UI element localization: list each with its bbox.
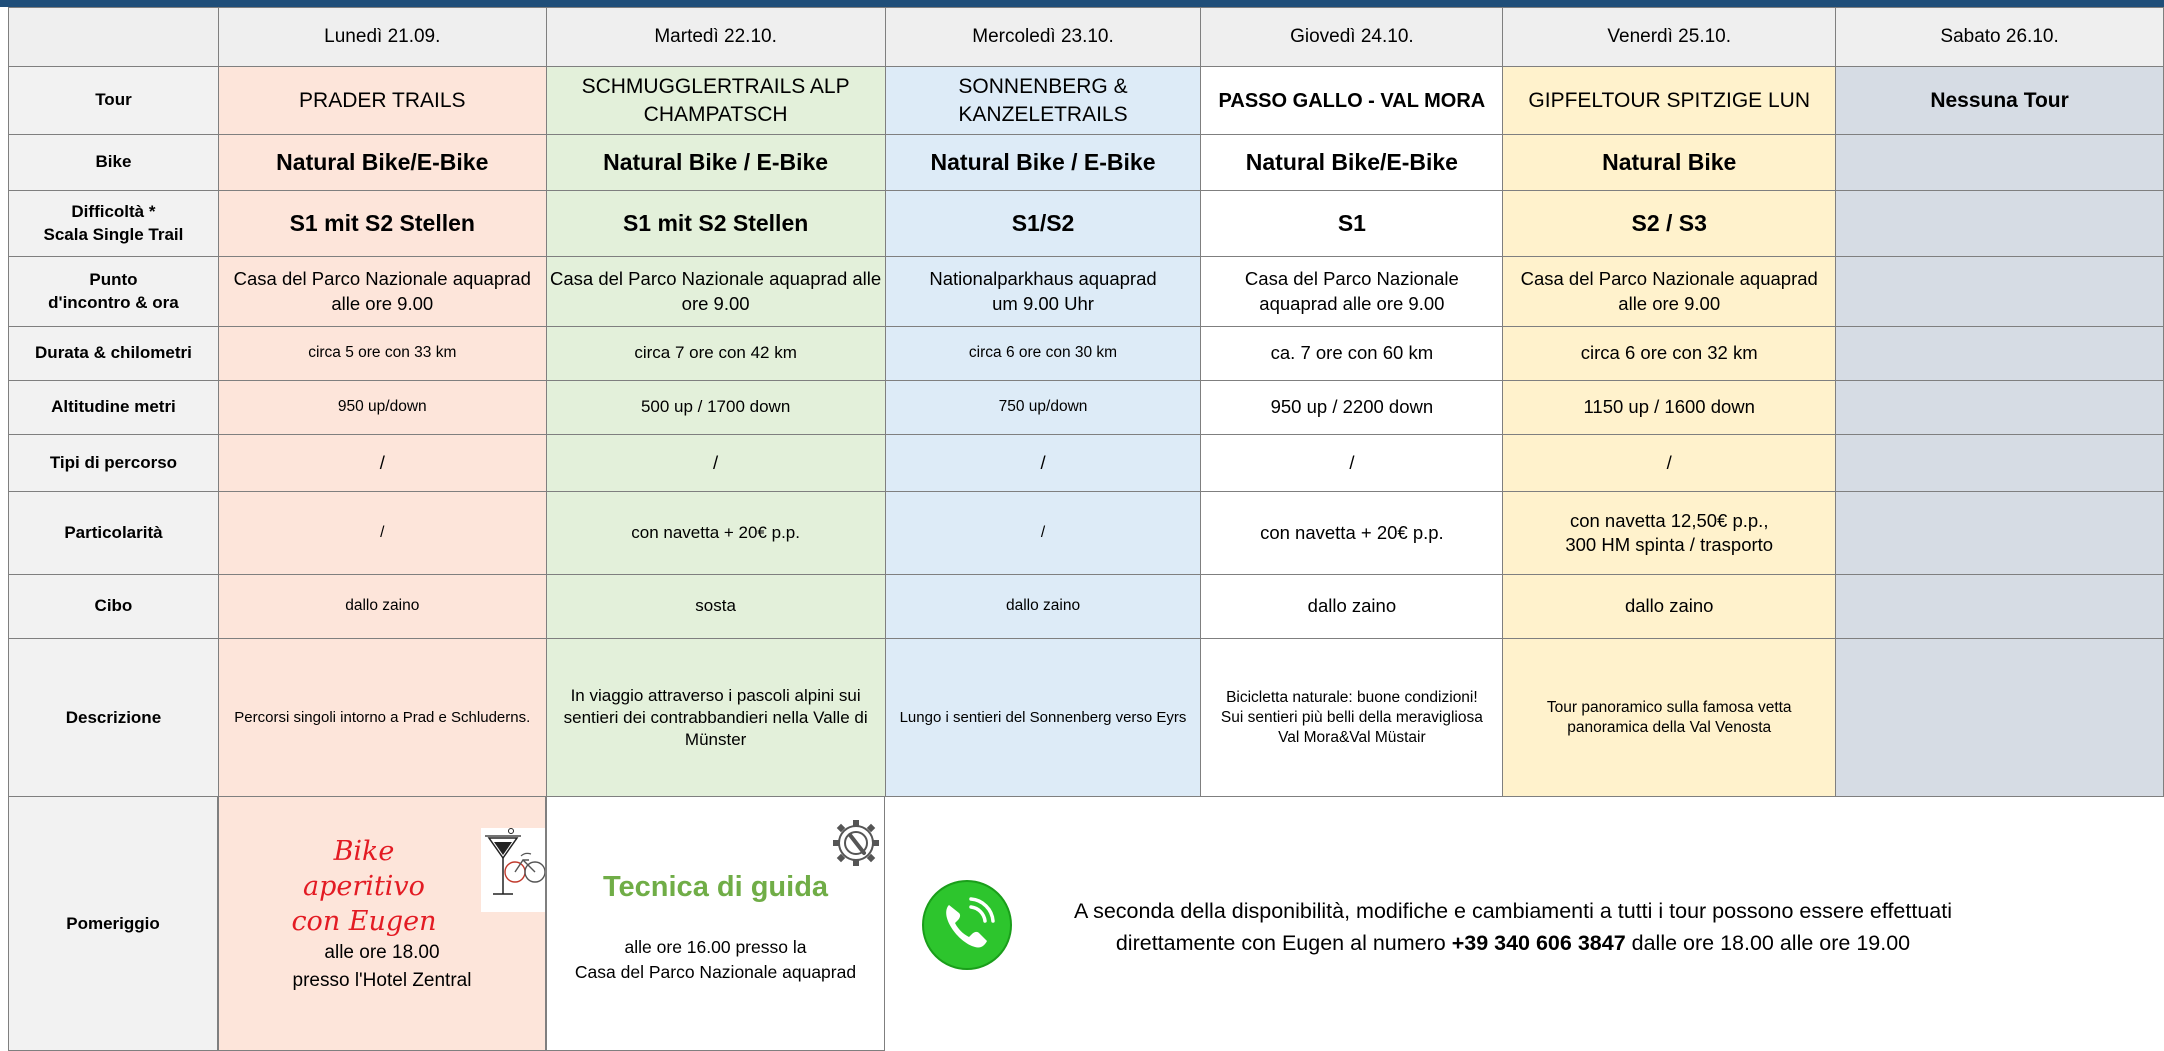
meeting-cell: Casa del Parco Nazionale aquaprad alle ore 9.00 <box>1503 257 1836 327</box>
technique-title: Tecnica di guida <box>602 871 829 903</box>
aperitivo-info <box>219 939 545 994</box>
schedule-table <box>8 7 2164 798</box>
bike-cell: Natural Bike / E-Bike <box>546 135 885 191</box>
food-cell: dallo zaino <box>885 575 1201 639</box>
difficulty-row <box>9 191 2164 257</box>
day-header: Venerdì 25.10. <box>1503 8 1836 67</box>
meeting-cell: Casa del Parco Nazionale aquaprad alle ore 9.00 <box>1201 257 1503 327</box>
description-cell: Lungo i sentieri del Sonnenberg verso Eyrs <box>885 639 1201 798</box>
day-header: Mercoledì 23.10. <box>885 8 1201 67</box>
altitude-cell <box>1836 381 2164 435</box>
row-label-meeting-line1: Punto <box>89 270 138 290</box>
row-label-bike: Bike <box>9 135 219 191</box>
row-label-meeting <box>9 257 219 327</box>
altitude-cell: 750 up/down <box>885 381 1201 435</box>
meeting-cell: Casa del Parco Nazionale aquaprad alle ore 9.00 <box>546 257 885 327</box>
meeting-cell: Casa del Parco Nazionale aquaprad alle ore 9.00 <box>218 257 546 327</box>
tour-cell: PASSO GALLO - VAL MORA <box>1201 67 1503 135</box>
contact-panel <box>885 796 2164 1051</box>
food-cell: sosta <box>546 575 885 639</box>
difficulty-cell <box>1836 191 2164 257</box>
path-types-cell: / <box>1503 435 1836 492</box>
day-header: Giovedì 24.10. <box>1201 8 1503 67</box>
contact-phone-number: +39 340 606 3847 <box>1451 931 1626 956</box>
row-label-difficulty <box>9 191 219 257</box>
path-types-cell: / <box>546 435 885 492</box>
altitude-cell: 950 up/down <box>218 381 546 435</box>
particulars-row <box>9 492 2164 575</box>
altitude-cell: 500 up / 1700 down <box>546 381 885 435</box>
food-cell: dallo zaino <box>1503 575 1836 639</box>
day-header: Lunedì 21.09. <box>218 8 546 67</box>
difficulty-cell: S2 / S3 <box>1503 191 1836 257</box>
description-cell <box>1836 639 2164 798</box>
row-label-path-types: Tipi di percorso <box>9 435 219 492</box>
duration-cell: ca. 7 ore con 60 km <box>1201 327 1503 381</box>
gear-icon <box>830 815 882 875</box>
technique-info <box>547 935 884 986</box>
tour-cell: PRADER TRAILS <box>218 67 546 135</box>
difficulty-cell: S1/S2 <box>885 191 1201 257</box>
day-header: Sabato 26.10. <box>1836 8 2164 67</box>
aperitivo-title-line1: Bike aperitivo <box>303 836 425 903</box>
particulars-cell: / <box>218 492 546 575</box>
particulars-cell <box>1836 492 2164 575</box>
tour-row <box>9 67 2164 135</box>
path-types-cell <box>1836 435 2164 492</box>
path-types-cell: / <box>218 435 546 492</box>
bike-cell <box>1836 135 2164 191</box>
day-header: Martedì 22.10. <box>546 8 885 67</box>
contact-notice <box>1033 895 1993 960</box>
corner-cell <box>9 8 219 67</box>
contact-notice-line1: A seconda della disponibilità, modifiche e cambiamenti a tutti i tour possono essere effettuati <box>1073 899 1953 923</box>
aperitivo-panel <box>218 796 546 1051</box>
row-label-food: Cibo <box>9 575 219 639</box>
tour-cell: Nessuna Tour <box>1836 67 2164 135</box>
particulars-cell: / <box>885 492 1201 575</box>
food-row <box>9 575 2164 639</box>
header-row <box>9 8 2164 67</box>
food-cell: dallo zaino <box>1201 575 1503 639</box>
cocktail-bike-icon <box>481 828 545 912</box>
meeting-cell: Nationalparkhaus aquaprad um 9.00 Uhr <box>885 257 1201 327</box>
description-cell: Percorsi singoli intorno a Prad e Schluderns. <box>218 639 546 798</box>
technique-panel <box>546 796 885 1051</box>
aperitivo-place: presso l'Hotel Zentral <box>292 969 472 991</box>
description-row <box>9 639 2164 798</box>
contact-notice-post: dalle ore 18.00 alle ore 19.00 <box>1625 931 1911 956</box>
meeting-row <box>9 257 2164 327</box>
contact-notice-pre: direttamente con Eugen al numero <box>1115 931 1452 956</box>
food-cell: dallo zaino <box>218 575 546 639</box>
duration-cell: circa 7 ore con 42 km <box>546 327 885 381</box>
aperitivo-title <box>279 834 449 939</box>
row-label-altitude: Altitudine metri <box>9 381 219 435</box>
row-label-tour: Tour <box>9 67 219 135</box>
description-cell: In viaggio attraverso i pascoli alpini sui sentieri dei contrabbandieri nella Valle di Münster <box>546 639 885 798</box>
row-label-meeting-line2: d'incontro & ora <box>48 292 179 312</box>
aperitivo-title-line2: con Eugen <box>291 906 437 938</box>
phone-icon <box>921 879 1013 971</box>
particulars-cell: con navetta + 20€ p.p. <box>1201 492 1503 575</box>
particulars-cell: con navetta 12,50€ p.p., 300 HM spinta / trasporto <box>1503 492 1836 575</box>
altitude-cell: 950 up / 2200 down <box>1201 381 1503 435</box>
technique-time: alle ore 16.00 presso la <box>624 937 807 957</box>
row-label-difficulty-line2: Scala Single Trail <box>43 224 184 244</box>
duration-row <box>9 327 2164 381</box>
bike-row <box>9 135 2164 191</box>
tour-cell: GIPFELTOUR SPITZIGE LUN <box>1503 67 1836 135</box>
row-label-particulars: Particolarità <box>9 492 219 575</box>
duration-cell: circa 6 ore con 32 km <box>1503 327 1836 381</box>
food-cell <box>1836 575 2164 639</box>
path-types-cell: / <box>885 435 1201 492</box>
altitude-row <box>9 381 2164 435</box>
description-cell: Bicicletta naturale: buone condizioni! Sui sentieri più belli della meravigliosa Val Mora&Val Müstair <box>1201 639 1503 798</box>
duration-cell: circa 6 ore con 30 km <box>885 327 1201 381</box>
top-header-bar <box>0 0 2164 7</box>
contact-notice-line2 <box>1033 927 1993 959</box>
bike-cell: Natural Bike/E-Bike <box>218 135 546 191</box>
bike-cell: Natural Bike/E-Bike <box>1201 135 1503 191</box>
aperitivo-time: alle ore 18.00 <box>324 942 440 963</box>
path-types-row <box>9 435 2164 492</box>
duration-cell <box>1836 327 2164 381</box>
bike-cell: Natural Bike / E-Bike <box>885 135 1201 191</box>
row-label-description: Descrizione <box>9 639 219 798</box>
bike-cell: Natural Bike <box>1503 135 1836 191</box>
duration-cell: circa 5 ore con 33 km <box>218 327 546 381</box>
meeting-cell <box>1836 257 2164 327</box>
altitude-cell: 1150 up / 1600 down <box>1503 381 1836 435</box>
path-types-cell: / <box>1201 435 1503 492</box>
difficulty-cell: S1 mit S2 Stellen <box>546 191 885 257</box>
row-label-difficulty-line1: Difficoltà * <box>71 202 156 222</box>
tour-cell: SCHMUGGLERTRAILS ALP CHAMPATSCH <box>546 67 885 135</box>
tour-cell: SONNENBERG & KANZELETRAILS <box>885 67 1201 135</box>
technique-place: Casa del Parco Nazionale aquaprad <box>574 962 857 983</box>
difficulty-cell: S1 mit S2 Stellen <box>218 191 546 257</box>
particulars-cell: con navetta + 20€ p.p. <box>546 492 885 575</box>
row-label-duration: Durata & chilometri <box>9 327 219 381</box>
description-cell: Tour panoramico sulla famosa vetta panoramica della Val Venosta <box>1503 639 1836 798</box>
difficulty-cell: S1 <box>1201 191 1503 257</box>
row-label-afternoon: Pomeriggio <box>8 796 218 1051</box>
